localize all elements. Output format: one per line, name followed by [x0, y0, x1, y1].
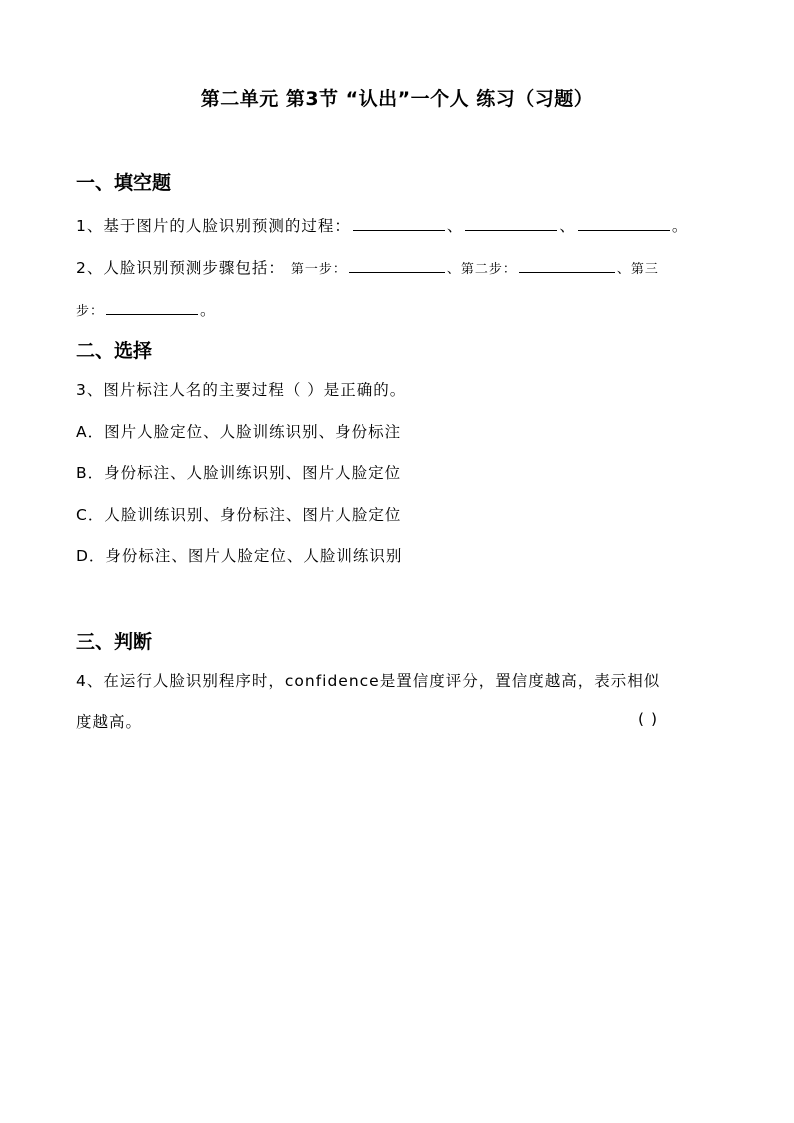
question-1: [76, 214, 688, 236]
option-a[interactable]: A．图片人脸定位、人脸训练识别、身份标注: [76, 423, 402, 441]
section-heading-fill-blank: 一、填空题: [76, 172, 172, 194]
question-1-text: 1、基于图片的人脸识别预测的过程：: [76, 217, 351, 235]
separator: 、: [559, 217, 576, 235]
answer-blank[interactable]: [349, 257, 445, 273]
option-d[interactable]: D．身份标注、图片人脸定位、人脸训练识别: [76, 547, 403, 565]
option-c[interactable]: C．人脸训练识别、身份标注、图片人脸定位: [76, 506, 402, 524]
answer-blank[interactable]: [519, 257, 615, 273]
section-heading-judgement: 三、判断: [76, 631, 153, 653]
answer-blank[interactable]: [578, 215, 670, 231]
period: 。: [671, 217, 689, 235]
question-4-line-1: 4、在运行人脸识别程序时，confidence是置信度评分，置信度越高，表示相似: [76, 672, 661, 690]
period: 。: [200, 301, 217, 319]
question-4-line-2: 度越高。: [76, 713, 143, 731]
separator: 、: [446, 217, 464, 235]
answer-parentheses[interactable]: ( ): [638, 710, 659, 728]
question-2-text: 2、人脸识别预测步骤包括：: [76, 259, 285, 277]
section-heading-choice: 二、选择: [76, 340, 153, 362]
option-b[interactable]: B．身份标注、人脸训练识别、图片人脸定位: [76, 464, 402, 482]
question-2: [76, 256, 659, 278]
answer-blank[interactable]: [106, 299, 198, 315]
step-2-label: 第二步：: [460, 262, 517, 277]
question-3: 3、图片标注人名的主要过程（ ）是正确的。: [76, 381, 407, 399]
question-2-continued: [76, 298, 217, 320]
page-title: 第二单元 第3节 “认出”一个人 练习（习题）: [200, 88, 594, 110]
step-3-label-b: 步：: [76, 304, 105, 319]
step-3-label-a: 第三: [630, 262, 659, 277]
separator: 、: [616, 262, 631, 277]
step-1-label: 第一步：: [290, 262, 347, 277]
answer-blank[interactable]: [353, 215, 445, 231]
separator: 、: [446, 262, 461, 277]
answer-blank[interactable]: [465, 215, 557, 231]
